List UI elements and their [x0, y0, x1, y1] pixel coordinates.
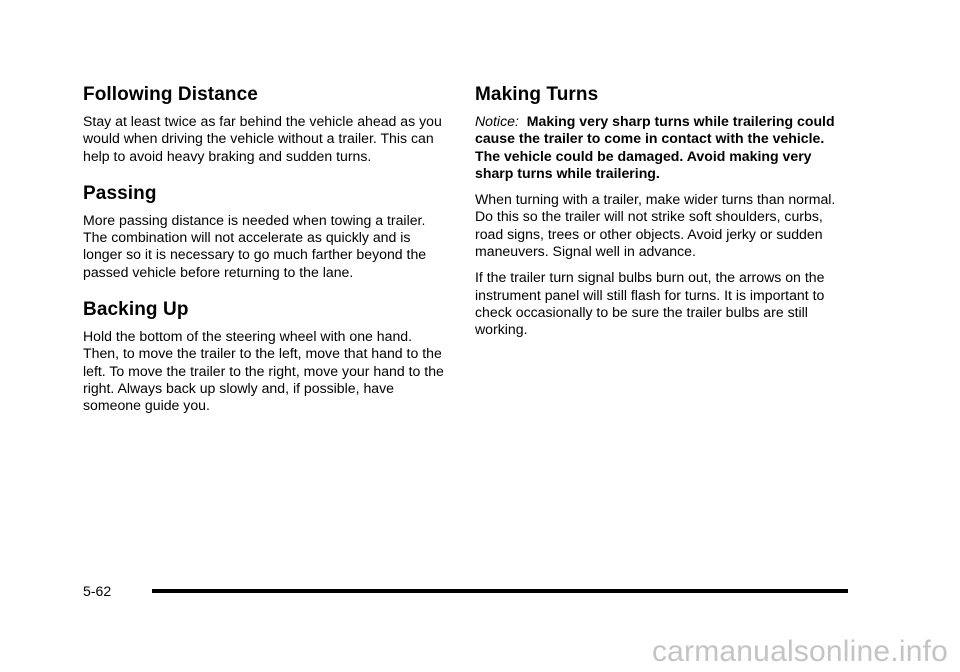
turn-signal-text: If the trailer turn signal bulbs burn out, the arrows on the instrument panel will still flash for turns. It is important to check occasionally to be sure the trailer bulbs are still working.	[475, 269, 825, 338]
following-distance-heading: Following Distance	[83, 84, 258, 105]
notice-paragraph	[475, 113, 841, 182]
page-number: 5-62	[83, 583, 112, 599]
making-turns-heading: Making Turns	[475, 84, 599, 105]
footer-rule	[152, 589, 848, 593]
right-column	[475, 82, 841, 339]
notice-label: Notice:	[475, 113, 519, 129]
watermark: carmanualsonline.info	[651, 635, 948, 668]
passing-text: More passing distance is needed when towing a trailer. The combination will not accelerate as quickly and is longer so it is necessary to go much farther beyond the passed vehicle before returning to the lane.	[83, 211, 427, 280]
backing-up-text: Hold the bottom of the steering wheel with one hand. Then, to move the trailer to the left, move that hand to the left. To move the trailer to the right, move your hand to the right. Always back up slowly and, if possible, have someone guide you.	[83, 328, 444, 414]
notice-text: Making very sharp turns while trailering could cause the trailer to come in contact with the vehicle. The vehicle could be damaged. Avoid making very sharp turns while trailering.	[475, 113, 835, 181]
passing-heading: Passing	[83, 182, 157, 204]
left-column	[83, 82, 449, 415]
following-distance-text: Stay at least twice as far behind the vehicle ahead as you would when driving the vehicle without a trailer. This can help to avoid heavy braking and sudden turns.	[83, 113, 442, 164]
backing-up-heading: Backing Up	[83, 299, 189, 321]
making-turns-text: When turning with a trailer, make wider turns than normal. Do this so the trailer will not strike soft shoulders, curbs, road signs, trees or other objects. Avoid jerky or sudden maneuvers. Signal well in advance.	[475, 191, 836, 260]
